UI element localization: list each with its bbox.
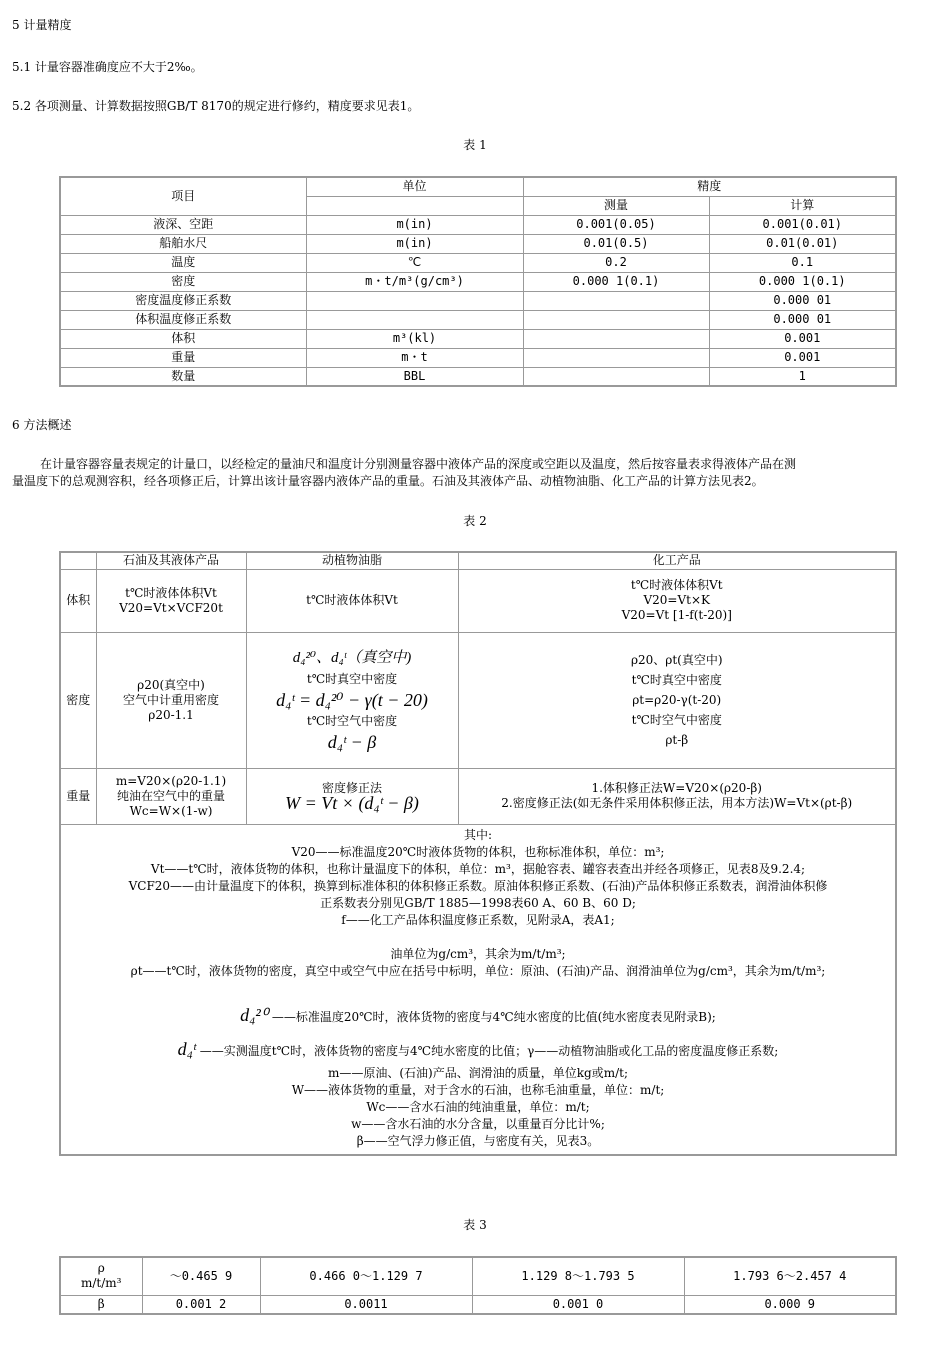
cell-measure	[523, 348, 709, 367]
note-line	[63, 1035, 893, 1065]
cell-unit	[306, 310, 523, 329]
wt-petro-line-3: Wc=W×(1-w)	[129, 803, 213, 818]
cell-calc: 0.1	[709, 253, 896, 272]
den-petro-line-2: 空气中计重用密度	[122, 692, 219, 707]
row-volume-label: 体积	[60, 569, 96, 632]
th-unit: 单位	[306, 177, 523, 196]
den-petro-line-3: ρ20-1.1	[148, 707, 194, 722]
cell-unit: m(in)	[306, 215, 523, 234]
vol-petro-formula: V20=Vt×VCF20t	[119, 600, 223, 615]
table-row	[60, 367, 896, 386]
table-1-caption: 表 1	[463, 138, 487, 152]
table-row	[60, 234, 896, 253]
note-line: m——原油、(石油)产品、润滑油的质量，单位kg或m/t;	[328, 1065, 628, 1080]
vol-chem-formula-k: V20=Vt×K	[643, 593, 710, 607]
wt-oil-method: 密度修正法	[321, 781, 382, 795]
table-row	[60, 272, 896, 291]
cell-beta: 0.001 0	[472, 1295, 684, 1314]
cell-measure: 0.2	[523, 253, 709, 272]
cell-item: 重量	[60, 348, 306, 367]
note-line: Wc——含水石油的纯油重量，单位：m/t;	[366, 1099, 590, 1114]
cell-unit: m³(kl)	[306, 329, 523, 348]
row-density-label: 密度	[60, 632, 96, 768]
den-oil-air-formula: d₄ᵗ − β	[327, 731, 377, 752]
note-text: ——实测温度t℃时，液体货物的密度与4℃纯水密度的比值；γ——动植物油脂或化工品的密度温度修正系数;	[199, 1043, 779, 1058]
table-row	[60, 215, 896, 234]
den-chem-line-5: ρt-β	[665, 733, 689, 747]
section-6-heading: 6 方法概述	[12, 418, 72, 432]
note-line: 正系数表分别见GB/T 1885—1998表60 A、60 B、60 D;	[320, 895, 636, 910]
th-unit-blank	[306, 196, 523, 215]
vol-chem-line: t℃时液体体积Vt	[630, 578, 723, 592]
rho-unit: m/t/m³	[81, 1276, 122, 1291]
cell-calc: 0.001	[709, 329, 896, 348]
cell-calc: 0.01(0.01)	[709, 234, 896, 253]
den-chem-line-1: ρ20、ρt(真空中)	[630, 653, 723, 667]
table-2	[59, 551, 897, 1156]
cell-item: 数量	[60, 367, 306, 386]
cell-beta: 0.0011	[260, 1295, 472, 1314]
den-chem-line-3: ρt=ρ20-γ(t-20)	[632, 693, 722, 707]
den-chem-line-4: t℃时空气中密度	[631, 713, 722, 727]
table-row	[60, 253, 896, 272]
cell-measure	[523, 367, 709, 386]
note-line: 其中:	[463, 827, 493, 842]
th-beta: β	[60, 1295, 142, 1314]
cell-measure	[523, 310, 709, 329]
cell-range: 1.129 8～1.793 5	[472, 1257, 684, 1295]
cell-calc: 1	[709, 367, 896, 386]
wt-chem-line-1: 1.体积修正法W=V20×(ρ20-β)	[591, 781, 762, 795]
th-petro: 石油及其液体产品	[96, 552, 246, 569]
para-6-line-1: 在计量容器容量表规定的计量口，以经检定的量油尺和温度计分别测量容器中液体产品的深度或空距以及温度，然后按容量表求得液体产品在测	[40, 457, 797, 471]
cell-wt-chem	[458, 768, 896, 824]
note-line: 油单位为g/cm³，其余为m/t/m³;	[390, 946, 566, 961]
cell-item: 体积	[60, 329, 306, 348]
d4t-symbol: d₄ᵗ	[177, 1038, 196, 1059]
wt-petro-line-1: m=V20×(ρ20-1.1)	[115, 773, 227, 788]
table-2-caption: 表 2	[463, 514, 487, 528]
note-line: f——化工产品体积温度修正系数，见附录A，表A1;	[341, 912, 615, 927]
note-line: w——含水石油的水分含量，以重量百分比计%;	[351, 1116, 605, 1131]
cell-unit: BBL	[306, 367, 523, 386]
table-row	[60, 310, 896, 329]
cell-unit: ℃	[306, 253, 523, 272]
cell-calc: 0.000 01	[709, 291, 896, 310]
den-oil-formula: d₄ᵗ = d₄²⁰ − γ(t − 20)	[276, 689, 428, 710]
note-line: β——空气浮力修正值，与密度有关，见表3。	[356, 1133, 600, 1148]
note-line: V20——标准温度20℃时液体货物的体积，也称标准体积，单位：m³;	[291, 844, 665, 859]
note-line: VCF20——由计量温度下的体积，换算到标准体积的体积修正系数。原油体积修正系数、(石油)产品体积修正系数表，润滑油体积修	[128, 878, 828, 893]
wt-chem-line-2: 2.密度修正法(如无条件采用体积修正法，用本方法)W=Vt×(ρt-β)	[501, 796, 853, 810]
note-spacer	[63, 929, 893, 946]
wt-oil-formula: W = Vt × (d₄ᵗ − β)	[285, 793, 419, 813]
cell-calc: 0.001(0.01)	[709, 215, 896, 234]
cell-vol-petro	[96, 569, 246, 632]
cell-vol-chem	[458, 569, 896, 632]
th-measure: 测量	[523, 196, 709, 215]
den-oil-symbols: d₄²⁰、d₄ᵗ（真空中)	[292, 649, 412, 666]
th-chem: 化工产品	[458, 552, 896, 569]
table-row	[60, 291, 896, 310]
rho-symbol: ρ	[97, 1261, 105, 1276]
cell-wt-oil	[246, 768, 458, 824]
row-weight-label: 重量	[60, 768, 96, 824]
cell-den-petro	[96, 632, 246, 768]
cell-measure	[523, 329, 709, 348]
th-calc: 计算	[709, 196, 896, 215]
cell-item: 密度	[60, 272, 306, 291]
cell-unit: m・t	[306, 348, 523, 367]
notes-cell	[60, 824, 896, 1155]
cell-unit: m(in)	[306, 234, 523, 253]
para-6-line-2: 量温度下的总观测容积，经各项修正后，计算出该计量容器内液体产品的重量。石油及其液体产品、动植物油脂、化工产品的计算方法见表2。	[12, 474, 764, 488]
th-rho	[60, 1257, 142, 1295]
cell-calc: 0.000 1(0.1)	[709, 272, 896, 291]
cell-range: ～0.465 9	[142, 1257, 260, 1295]
wt-petro-line-2: 纯油在空气中的重量	[116, 788, 225, 803]
para-5-2: 5.2 各项测量、计算数据按照GB/T 8170的规定进行修约，精度要求见表1。	[12, 99, 420, 113]
cell-item: 温度	[60, 253, 306, 272]
note-line	[63, 997, 893, 1035]
para-5-1: 5.1 计量容器准确度应不大于2‰。	[12, 60, 203, 74]
cell-item: 体积温度修正系数	[60, 310, 306, 329]
note-line: Vt——t℃时，液体货物的体积，也称计量温度下的体积，单位：m³，据舱容表、罐容表查出并经各项修正，见表8及9.2.4;	[150, 861, 806, 876]
cell-measure	[523, 291, 709, 310]
table-3-caption: 表 3	[463, 1218, 487, 1232]
cell-vol-oil: t℃时液体体积Vt	[246, 569, 458, 632]
cell-range: 0.466 0～1.129 7	[260, 1257, 472, 1295]
section-5-heading: 5 计量精度	[12, 18, 72, 32]
vol-petro-line: t℃时液体体积Vt	[125, 585, 217, 600]
den-chem-line-2: t℃时真空中密度	[631, 673, 722, 687]
note-text: ——标准温度20℃时，液体货物的密度与4℃纯水密度的比值(纯水密度表见附录B);	[271, 1009, 716, 1024]
cell-unit: m・t/m³(g/cm³)	[306, 272, 523, 291]
note-spacer	[63, 980, 893, 997]
cell-item: 船舶水尺	[60, 234, 306, 253]
cell-den-chem	[458, 632, 896, 768]
d420-symbol: d₄²⁰	[240, 1004, 269, 1025]
cell-measure: 0.000 1(0.1)	[523, 272, 709, 291]
note-line: W——液体货物的重量，对于含水的石油，也称毛油重量，单位：m/t;	[291, 1082, 665, 1097]
cell-item: 密度温度修正系数	[60, 291, 306, 310]
den-oil-vacuum-label: t℃时真空中密度	[306, 671, 398, 686]
th-blank	[60, 552, 96, 569]
cell-calc: 0.000 01	[709, 310, 896, 329]
cell-item: 液深、空距	[60, 215, 306, 234]
cell-den-oil	[246, 632, 458, 768]
vol-chem-formula-f: V20=Vt [1-f(t-20)]	[621, 608, 732, 622]
den-petro-line-1: ρ20(真空中)	[137, 677, 205, 692]
cell-beta: 0.001 2	[142, 1295, 260, 1314]
th-item: 项目	[60, 177, 306, 215]
table-3	[59, 1256, 897, 1315]
table-1	[59, 176, 897, 387]
cell-measure: 0.01(0.5)	[523, 234, 709, 253]
cell-measure: 0.001(0.05)	[523, 215, 709, 234]
cell-calc: 0.001	[709, 348, 896, 367]
cell-beta: 0.000 9	[684, 1295, 896, 1314]
cell-range: 1.793 6～2.457 4	[684, 1257, 896, 1295]
cell-unit	[306, 291, 523, 310]
note-line: ρt——t℃时，液体货物的密度，真空中或空气中应在括号中标明，单位：原油、(石油)产品、润滑油单位为g/cm³，其余为m/t/m³;	[130, 963, 826, 978]
table-row	[60, 329, 896, 348]
th-precision: 精度	[523, 177, 896, 196]
cell-wt-petro	[96, 768, 246, 824]
th-oil: 动植物油脂	[246, 552, 458, 569]
table-row	[60, 348, 896, 367]
den-oil-air-label: t℃时空气中密度	[306, 713, 398, 728]
